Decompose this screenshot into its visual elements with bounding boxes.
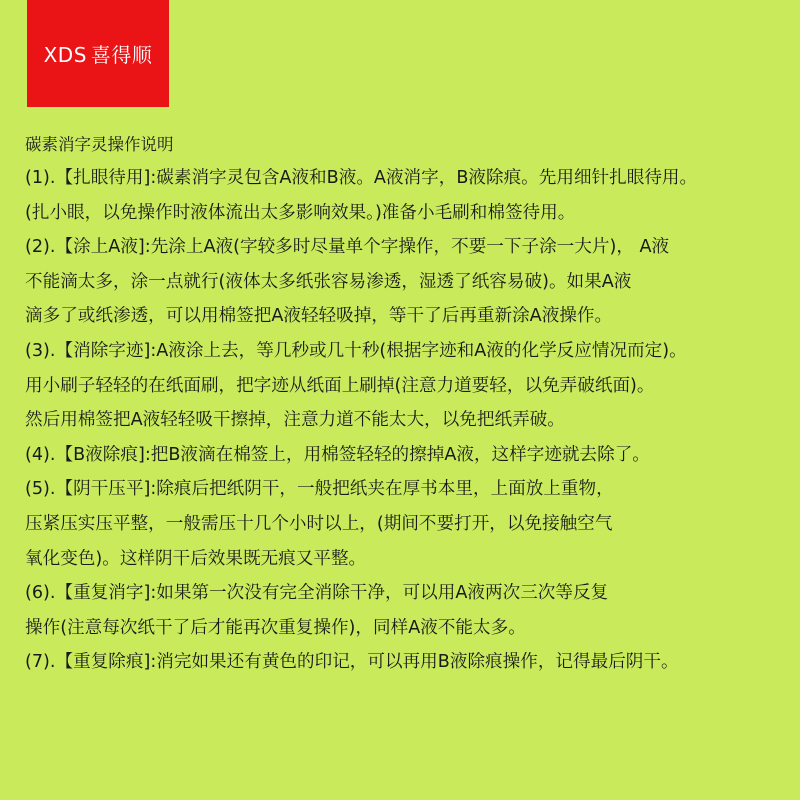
instruction-line: (1).【扎眼待用]:碳素消字灵包含A液和B液。A液消字，B液除痕。先用细针扎眼待用。	[25, 168, 698, 188]
instruction-line: 氧化变色)。这样阴干后效果既无痕又平整。	[25, 548, 367, 569]
instruction-line: 压紧压实压平整，一般需压十几个小时以上，(期间不要打开，以免接触空气	[25, 513, 613, 534]
document-title: 碳素消字灵操作说明	[25, 135, 174, 154]
brand-logo	[27, 0, 169, 107]
instruction-line: 滴多了或纸渗透，可以用棉签把A液轻轻吸掉，等干了后再重新涂A液操作。	[25, 306, 613, 327]
instructions-document	[25, 128, 795, 680]
instruction-line: (3).【消除字迹]:A液涂上去，等几秒或几十秒(根据字迹和A液的化学反应情况而定)。	[25, 340, 687, 361]
instruction-line: (2).【涂上A液]:先涂上A液(字较多时尽量单个字操作，不要一下子涂一大片)， A液	[25, 237, 670, 258]
instruction-line: 用小刷子轻轻的在纸面刷，把字迹从纸面上刷掉(注意力道要轻，以免弄破纸面)。	[25, 375, 655, 396]
instruction-line: 然后用棉签把A液轻轻吸干擦掉，注意力道不能太大，以免把纸弄破。	[25, 410, 565, 431]
logo-latin: XDS	[43, 43, 87, 67]
instruction-line: (7).【重复除痕]:消完如果还有黄色的印记，可以再用B液除痕操作，记得最后阴干。	[25, 652, 679, 673]
instruction-line: 不能滴太多，涂一点就行(液体太多纸张容易渗透，湿透了纸容易破)。如果A液	[25, 271, 632, 292]
logo-text	[44, 39, 153, 68]
instruction-line: (扎小眼，以免操作时液体流出太多影响效果。)准备小毛刷和棉签待用。	[25, 202, 576, 223]
instruction-line: 操作(注意每次纸干了后才能再次重复操作)，同样A液不能太多。	[25, 617, 526, 638]
instruction-line: (5).【阴干压平]:除痕后把纸阴干，一般把纸夹在厚书本里，上面放上重物，	[25, 479, 614, 500]
logo-chinese: 喜得顺	[90, 43, 153, 67]
instruction-line: (6).【重复消字]:如果第一次没有完全消除干净，可以用A液两次三次等反复	[25, 583, 609, 604]
instruction-line: (4).【B液除痕]:把B液滴在棉签上，用棉签轻轻的擦掉A液，这样字迹就去除了。	[25, 444, 650, 465]
